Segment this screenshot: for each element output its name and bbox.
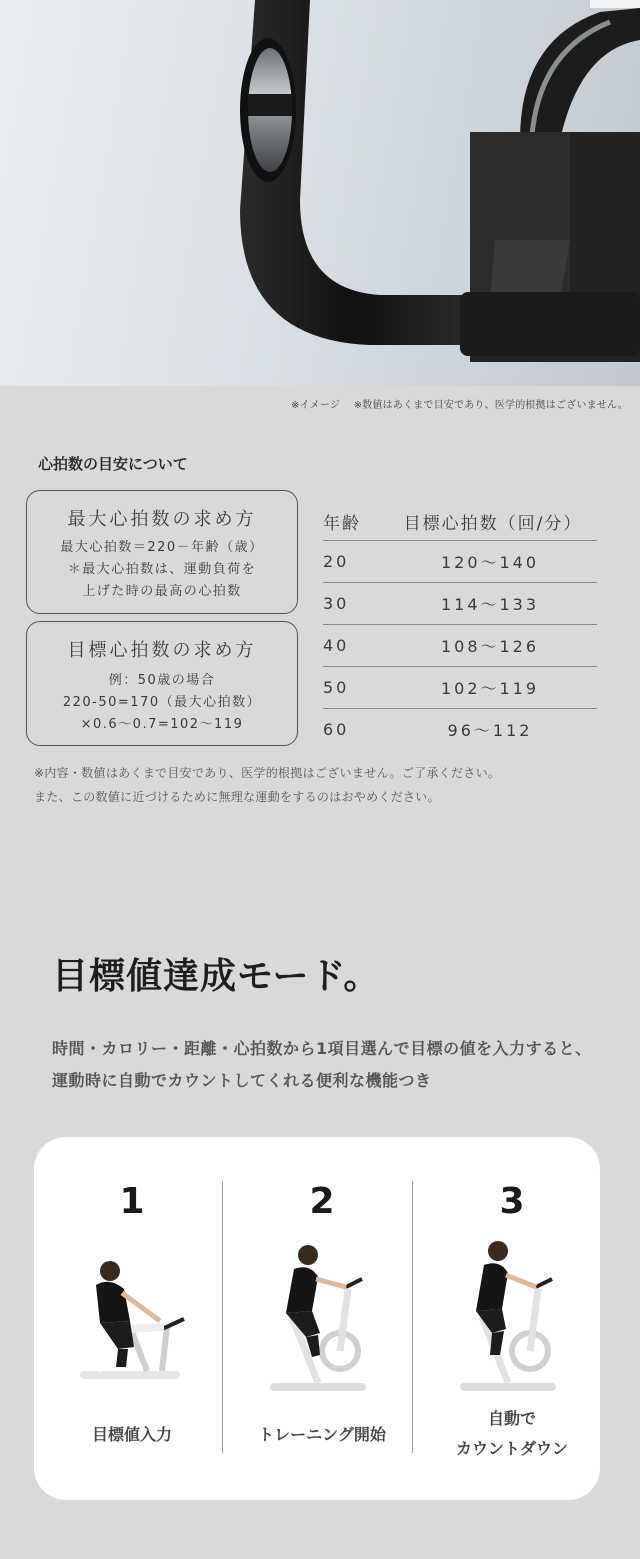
steps-card	[34, 1137, 600, 1500]
table-row	[323, 582, 597, 624]
woman-riding-bike-icon	[452, 1237, 572, 1397]
woman-riding-bike-icon	[262, 1237, 382, 1397]
heart-rate-section-title: 心拍数の目安について	[38, 455, 188, 473]
step-number: 3	[499, 1181, 525, 1222]
mode-description: 運動時に自動でカウントしてくれる便利な機能つき	[52, 1071, 432, 1090]
table-row	[323, 540, 597, 582]
hero-image	[0, 0, 640, 386]
step-label: 自動で	[487, 1409, 536, 1428]
target-heart-rate-line: 220-50=170（最大心拍数）	[62, 695, 262, 710]
disclaimer-note: ※内容・数値はあくまで目安であり、医学的根拠はございません。ご了承ください。	[34, 766, 501, 780]
heart-rate-cell: 114～133	[440, 595, 540, 614]
table-header-row	[323, 502, 597, 540]
heart-rate-cell: 108～126	[440, 637, 540, 656]
heart-rate-cell: 120～140	[440, 553, 540, 572]
caption-disclaimer: ※数値はあくまで目安であり、医学的根拠はございません。	[353, 400, 628, 411]
target-heart-rate-box-title: 目標心拍数の求め方	[67, 640, 257, 661]
max-heart-rate-line: 上げた時の最高の心拍数	[82, 584, 242, 599]
target-heart-rate-line: 例：50歳の場合	[108, 673, 216, 688]
age-cell: 60	[323, 720, 350, 739]
step-label: 目標値入力	[91, 1425, 172, 1444]
step-number: 2	[309, 1181, 335, 1222]
handlebar-photo	[0, 0, 640, 386]
age-header: 年齢	[323, 513, 361, 534]
image-caption	[291, 396, 628, 411]
table-row	[323, 624, 597, 666]
heart-rate-cell: 96～112	[447, 721, 533, 740]
max-heart-rate-box	[26, 490, 298, 614]
target-heart-rate-box	[26, 621, 298, 746]
max-heart-rate-line: 最大心拍数＝220－年齢（歳）	[60, 540, 264, 555]
target-heart-rate-line: ×0.6～0.7=102～119	[80, 717, 244, 732]
heart-rate-cell: 102～119	[440, 679, 540, 698]
disclaimer-note: また、この数値に近づけるために無理な運動をするのはおやめください。	[34, 790, 440, 804]
caption-image-label: ※イメージ	[291, 400, 341, 411]
age-cell: 20	[323, 552, 350, 571]
step-1	[38, 1137, 226, 1500]
age-cell: 50	[323, 678, 350, 697]
mode-title: 目標値達成モード。	[52, 956, 381, 997]
step-number: 1	[119, 1181, 145, 1222]
step-2	[228, 1137, 416, 1500]
max-heart-rate-line: ＊最大心拍数は、運動負荷を	[67, 562, 257, 577]
max-heart-rate-box-title: 最大心拍数の求め方	[67, 509, 257, 530]
table-row	[323, 708, 597, 750]
heart-rate-table	[323, 502, 597, 750]
step-label: トレーニング開始	[258, 1425, 386, 1444]
step-label: カウントダウン	[455, 1439, 568, 1458]
age-cell: 30	[323, 594, 350, 613]
mode-description: 時間・カロリー・距離・心拍数から1項目選んで目標の値を入力すると、	[52, 1039, 592, 1058]
table-row	[323, 666, 597, 708]
target-heart-rate-header: 目標心拍数（回/分）	[403, 513, 583, 534]
age-cell: 40	[323, 636, 350, 655]
step-3	[418, 1137, 606, 1500]
woman-on-bike-icon	[72, 1237, 192, 1397]
